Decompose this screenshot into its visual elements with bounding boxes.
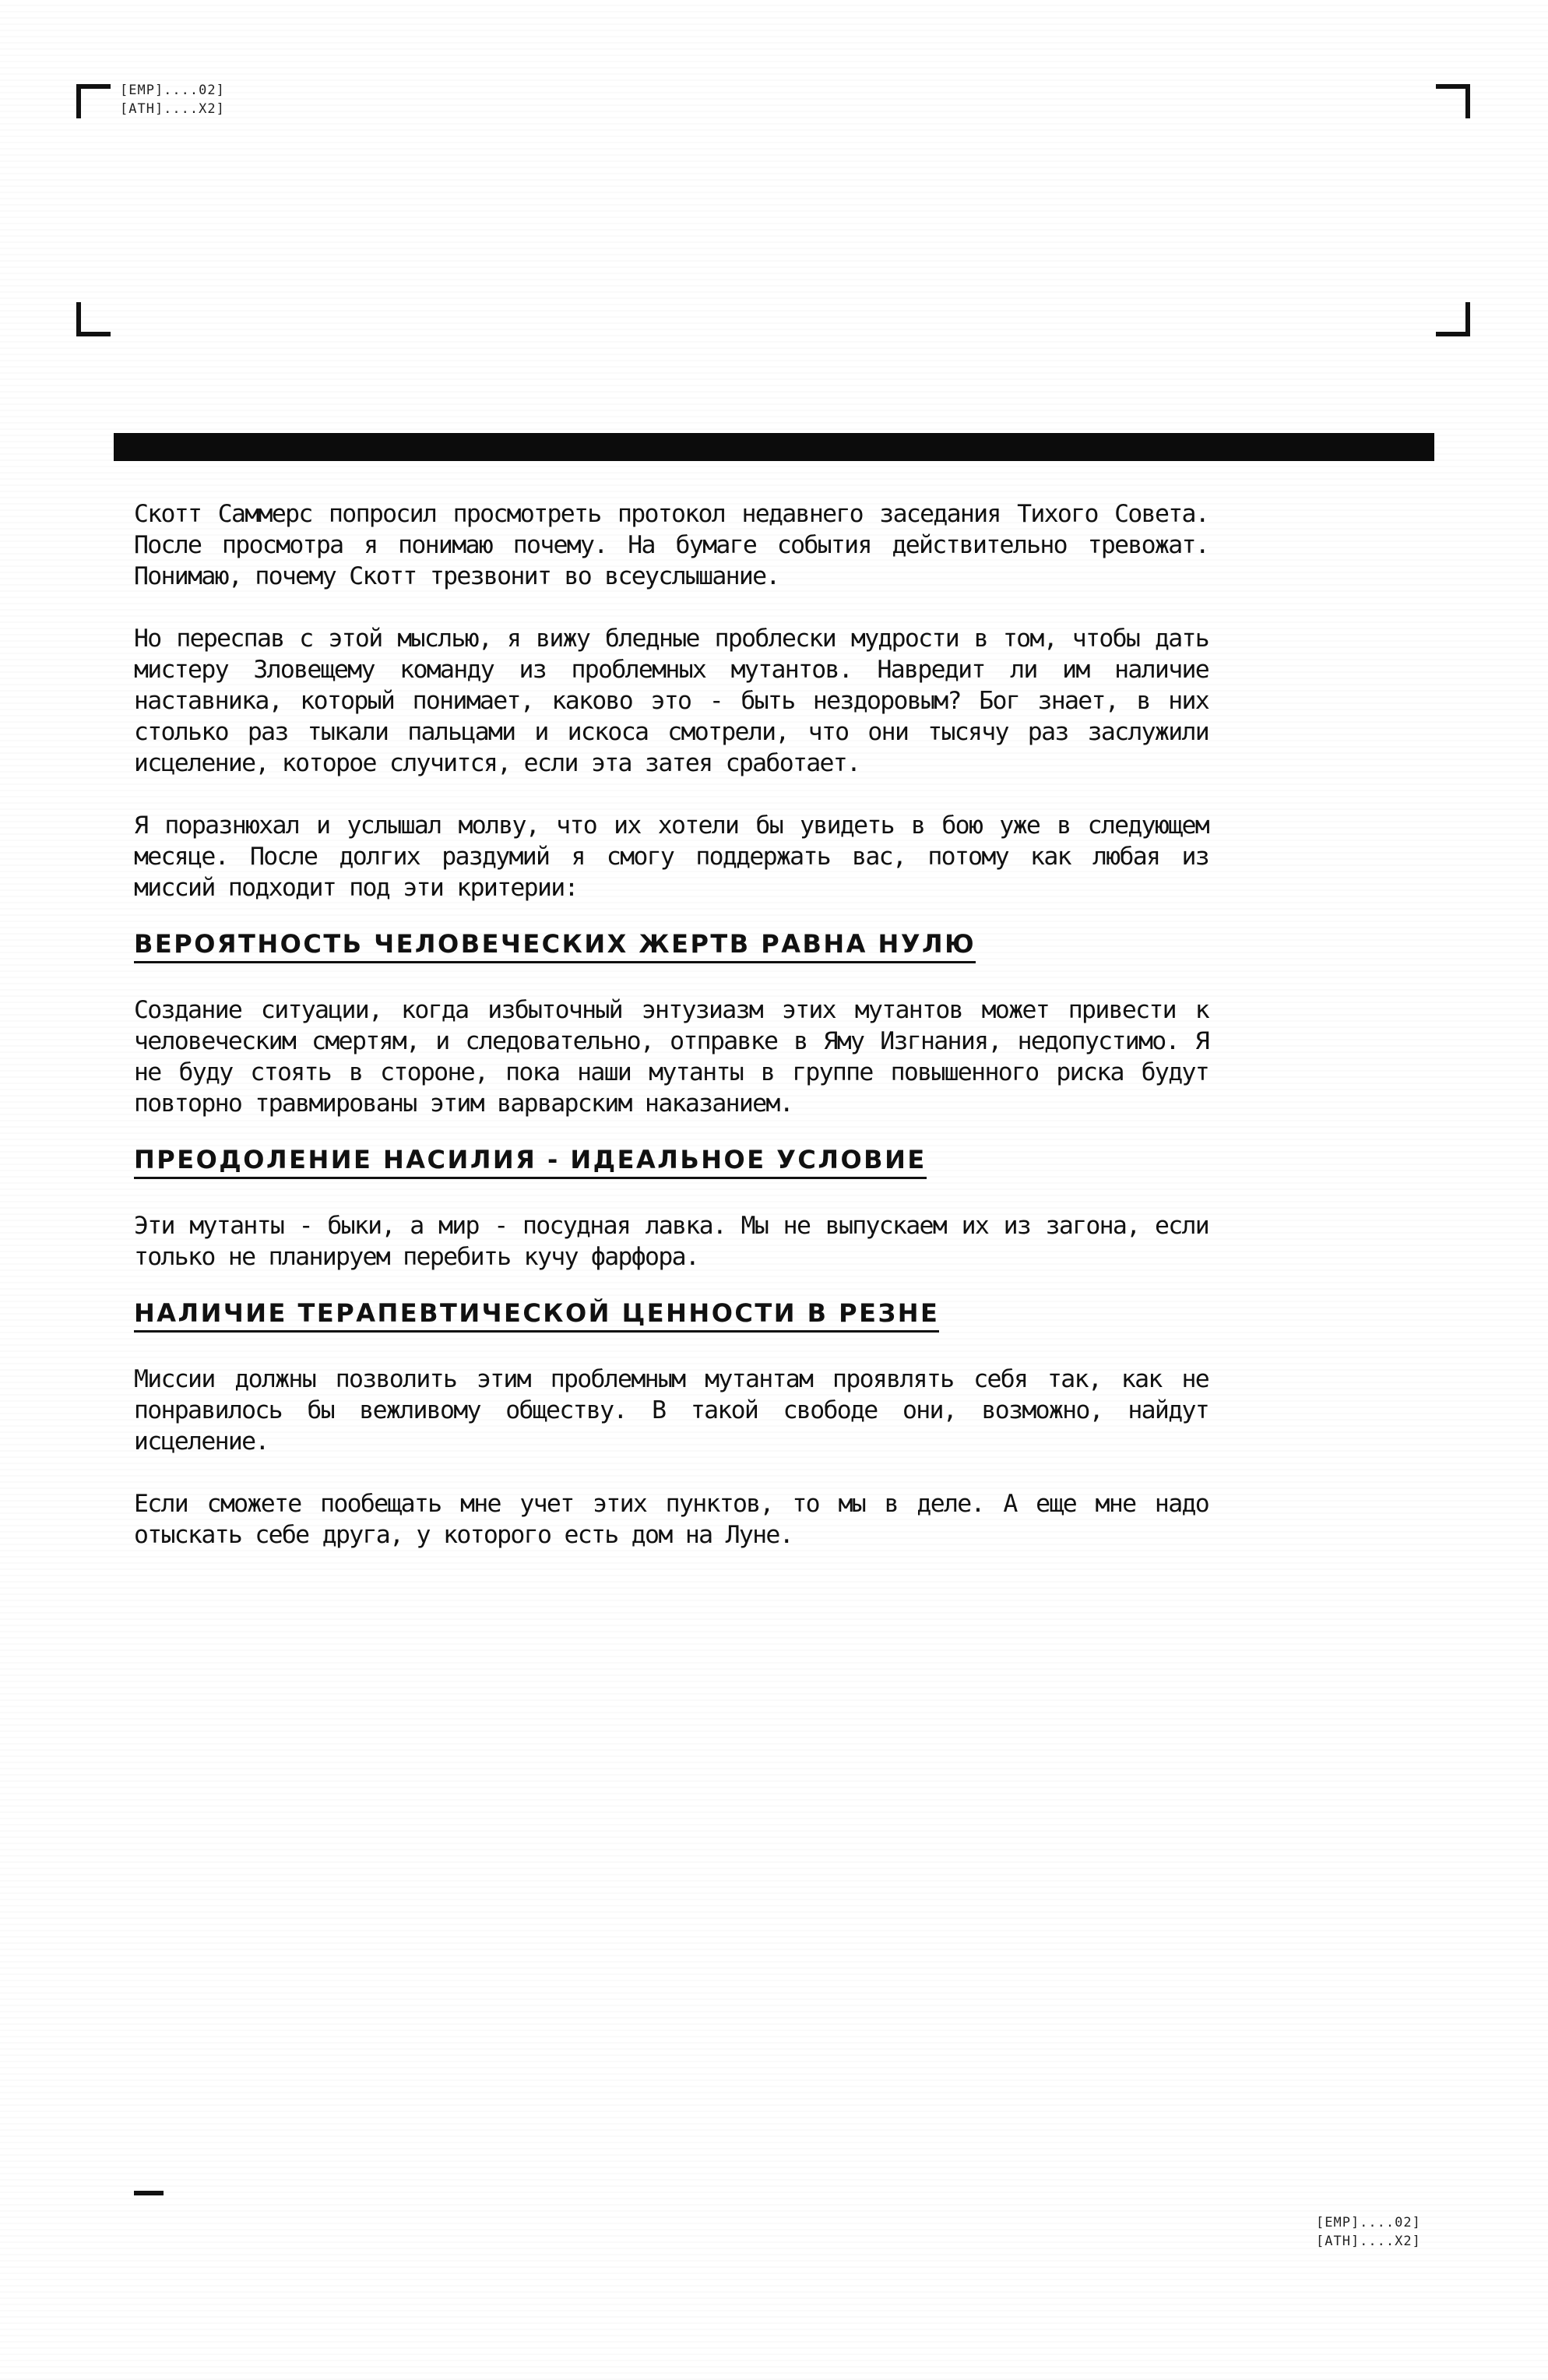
- footer-code: [1316, 2213, 1421, 2251]
- page-marker-dash: [134, 2191, 164, 2195]
- section-text: Эти мутанты - быки, а мир - посудная лавка. Мы не выпускаем их из загона, если только не планируем перебить кучу фарфора.: [134, 1212, 1208, 1271]
- section-1: [134, 928, 1208, 995]
- frame-corner-bottom-right: [1436, 302, 1470, 336]
- paragraph-mentor: Но переспав с этой мыслью, я вижу бледные проблески мудрости в том, чтобы дать мистеру Зловещему команду из проблемных мутантов. Навредит ли им наличие наставника, который понимает, каково это - быть нездоровым? Бог знает, в них столько раз тыкали пальцами и искоса смотрели, что они тысячу раз заслужили исцеление, которое случится, если эта затея сработает.: [134, 625, 1208, 777]
- section-heading: НАЛИЧИЕ ТЕРАПЕВТИЧЕСКОЙ ЦЕННОСТИ В РЕЗНЕ: [134, 1297, 939, 1333]
- footer-code-line-2: [ATH]....X2]: [1316, 2234, 1421, 2249]
- redaction-bar: [114, 433, 1434, 461]
- footer-code-line-1: [EMP]....02]: [1316, 2215, 1421, 2230]
- header-code-line-2: [ATH]....X2]: [120, 101, 225, 117]
- header-code-line-1: [EMP]....02]: [120, 83, 225, 98]
- frame-corner-top-right: [1436, 84, 1470, 118]
- section-text: Миссии должны позволить этим проблемным мутантам проявлять себя так, как не понравилось бы вежливому обществу. В такой свободе они, возможно, найдут исцеление.: [134, 1365, 1208, 1456]
- section-heading: ВЕРОЯТНОСТЬ ЧЕЛОВЕЧЕСКИХ ЖЕРТВ РАВНА НУЛЮ: [134, 928, 976, 963]
- paragraph-closing: Если сможете пообещать мне учет этих пунктов, то мы в деле. А еще мне надо отыскать себе друга, у которого есть дом на Луне.: [134, 1490, 1208, 1549]
- paragraph-intro: Скотт Саммерс попросил просмотреть протокол недавнего заседания Тихого Совета. После просмотра я понимаю почему. На бумаге события действительно тревожат. Понимаю, почему Скотт трезвонит во всеуслышание.: [134, 500, 1208, 590]
- section-heading: ПРЕОДОЛЕНИЕ НАСИЛИЯ - ИДЕАЛЬНОЕ УСЛОВИЕ: [134, 1144, 927, 1179]
- header-code: [120, 81, 225, 118]
- section-2: [134, 1144, 1208, 1210]
- section-text: Создание ситуации, когда избыточный энтузиазм этих мутантов может привести к человеческим смертям, и следовательно, отправке в Яму Изгнания, недопустимо. Я не буду стоять в стороне, пока наши мутанты в группе повышенного риска будут повторно травмированы этим варварским наказанием.: [134, 996, 1208, 1118]
- paragraph-criteria: Я поразнюхал и услышал молву, что их хотели бы увидеть в бою уже в следующем месяце. После долгих раздумий я смогу поддержать вас, потому как любая из миссий подходит под эти критерии:: [134, 812, 1208, 902]
- frame-corner-top-left: [76, 84, 111, 118]
- frame-corner-bottom-left: [76, 302, 111, 336]
- document-body: [134, 498, 1208, 1582]
- section-3: [134, 1297, 1208, 1364]
